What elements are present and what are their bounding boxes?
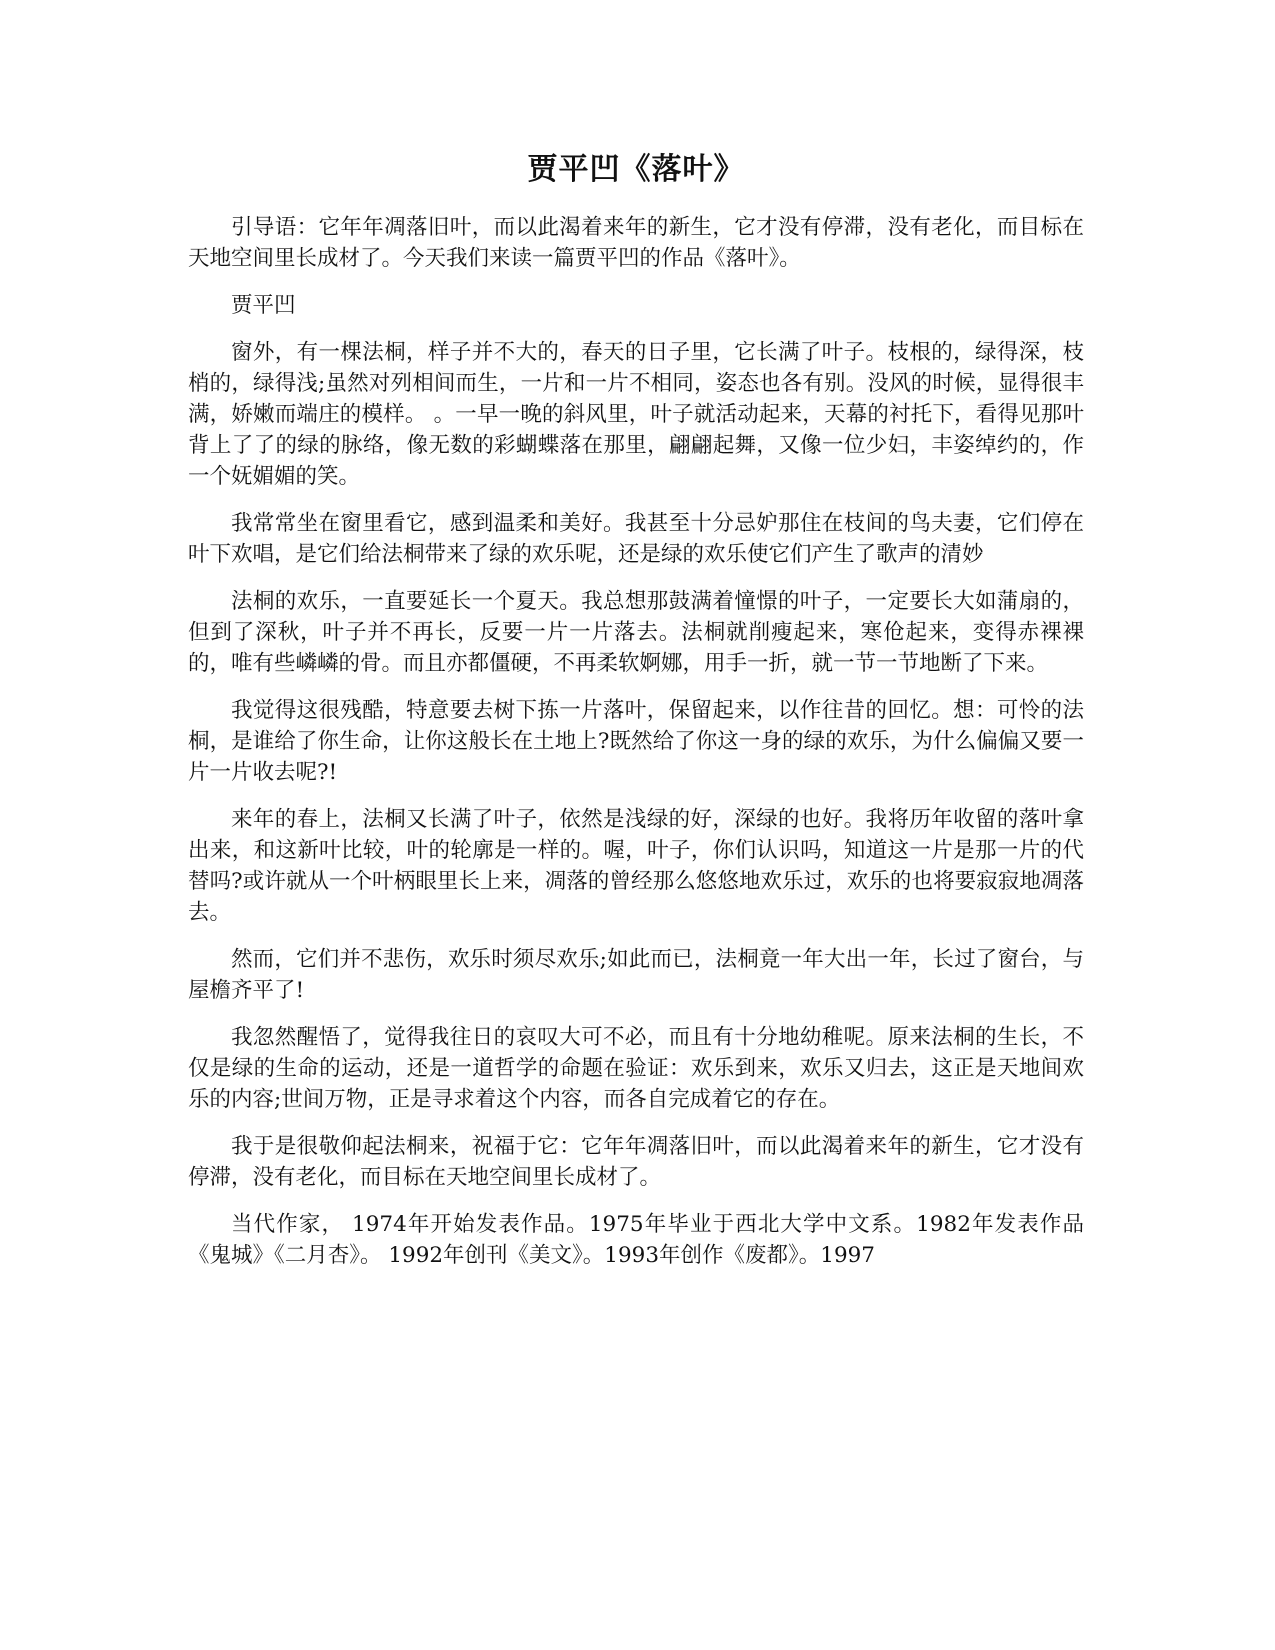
paragraph-window-tree: 窗外，有一棵法桐，样子并不大的，春天的日子里，它长满了叶子。枝根的，绿得深，枝梢的，绿得浅;虽然对列相间而生，一片和一片不相同，姿态也各有别。没风的时候，显得很丰满，娇嫩而端庄的模样。 。一早一晚的斜风里，叶子就活动起来，天幕的衬托下，看得见那叶背上了了的绿的脉络，像无数的彩蝴蝶落在那里，翩翩起舞，又像一位少妇，丰姿绰约的，作一个妩媚媚的笑。 — [188, 340, 1084, 489]
document-title: 贾平凹《落叶》 — [527, 152, 745, 187]
paragraph-summer-autumn: 法桐的欢乐，一直要延长一个夏天。我总想那鼓满着憧憬的叶子，一定要长大如蒲扇的，但到了深秋，叶子并不再长，反要一片一片落去。法桐就削瘦起来，寒伧起来，变得赤裸裸的，唯有些嶙嶙的骨。而且亦都僵硬，不再柔软婀娜，用手一折，就一节一节地断了下来。 — [188, 589, 1084, 676]
paragraph-birds: 我常常坐在窗里看它，感到温柔和美好。我甚至十分忌妒那住在枝间的鸟夫妻，它们停在叶下欢唱，是它们给法桐带来了绿的欢乐呢，还是绿的欢乐使它们产生了歌声的清妙 — [188, 511, 1084, 567]
paragraph-not-sad: 然而，它们并不悲伤，欢乐时须尽欢乐;如此而已，法桐竟一年大出一年，长过了窗台，与屋檐齐平了! — [188, 947, 1084, 1003]
paragraph-author: 贾平凹 — [231, 293, 296, 318]
paragraph-next-spring: 来年的春上，法桐又长满了叶子，依然是浅绿的好，深绿的也好。我将历年收留的落叶拿出来，和这新叶比较，叶的轮廓是一样的。喔，叶子，你们认识吗，知道这一片是那一片的代替吗?或许就从一个叶柄眼里长上来，凋落的曾经那么悠悠地欢乐过，欢乐的也将要寂寂地凋落去。 — [188, 807, 1084, 925]
paragraph-intro: 引导语：它年年凋落旧叶，而以此渴着来年的新生，它才没有停滞，没有老化，而目标在天地空间里长成材了。今天我们来读一篇贾平凹的作品《落叶》。 — [188, 215, 1084, 271]
paragraph-realization: 我忽然醒悟了，觉得我往日的哀叹大可不必，而且有十分地幼稚呢。原来法桐的生长，不仅是绿的生命的运动，还是一道哲学的命题在验证：欢乐到来，欢乐又归去，这正是天地间欢乐的内容;世间万物，正是寻求着这个内容，而各自完成着它的存在。 — [188, 1025, 1084, 1112]
paragraph-blessing: 我于是很敬仰起法桐来，祝福于它：它年年凋落旧叶，而以此渴着来年的新生，它才没有停滞，没有老化，而目标在天地空间里长成材了。 — [188, 1134, 1084, 1190]
paragraph-author-bio: 当代作家， 1974年开始发表作品。1975年毕业于西北大学中文系。1982年发表作品《鬼城》《二月杏》。 1992年创刊《美文》。1993年创作《废都》。1997 — [188, 1212, 1084, 1268]
document-body — [188, 150, 1084, 1287]
paragraph-fallen-leaf: 我觉得这很残酷，特意要去树下拣一片落叶，保留起来，以作往昔的回忆。想：可怜的法桐，是谁给了你生命，让你这般长在土地上?既然给了你这一身的绿的欢乐，为什么偏偏又要一片一片收去呢?! — [188, 698, 1084, 785]
